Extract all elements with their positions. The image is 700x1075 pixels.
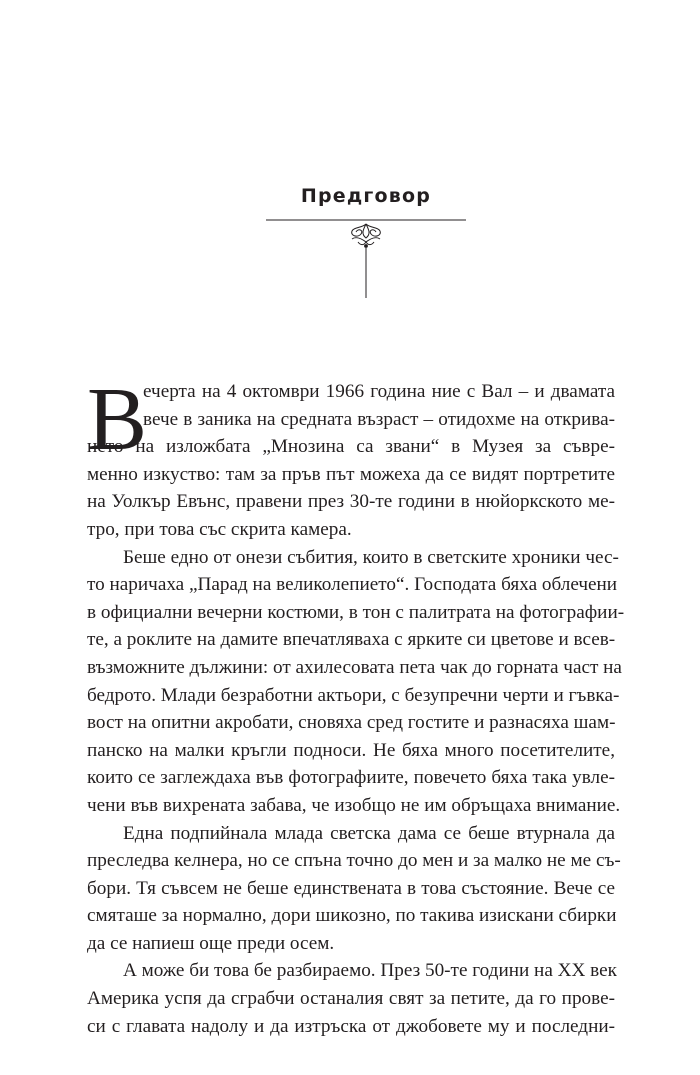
text-line: Една подпийнала млада светска дама се беше втурнала да xyxy=(123,822,615,844)
text-line: преследва келнера, но се спъна точно до мен и за малко не ме съ- xyxy=(87,850,621,872)
drop-cap: В xyxy=(87,370,148,469)
paragraph-1 xyxy=(87,370,615,544)
text-line: чени във вихрената забава, че изобщо не им обръщаха внимание. xyxy=(87,794,621,816)
flourish-ornament-icon xyxy=(266,212,466,302)
text-line: ечерта на 4 октомври 1966 година ние с Вал – и двамата xyxy=(143,381,615,402)
paragraph-3 xyxy=(87,820,621,958)
text-line: възможните дължини: от ахилесовата пета чак до горната част на xyxy=(87,656,622,678)
body-text xyxy=(87,370,625,1040)
text-line: вост на опитни акробати, сновяха сред гостите и разнасяха шам- xyxy=(87,712,616,734)
text-line: тро, при това със скрита камера. xyxy=(87,518,352,540)
paragraph-4 xyxy=(87,957,615,1040)
text-line: смяташе за нормално, дори шикозно, по такива изискани сбирки xyxy=(87,905,617,927)
chapter-title: Предговор xyxy=(300,185,432,207)
text-line: панско на малки кръгли подноси. Не бяха много посетителите, xyxy=(87,739,615,761)
text-line: бедрото. Млади безработни актьори, с безупречни черти и гъвка- xyxy=(87,684,620,706)
text-line: Беше едно от онези събития, които в светските хроники чес- xyxy=(123,546,619,568)
text-line: нето на изложбата „Мнозина са звани“ в Музея за съвре- xyxy=(87,436,615,458)
text-line: менно изкуство: там за пръв път можеха да се видят портретите xyxy=(87,463,615,485)
text-line: те, а роклите на дамите впечатляваха с ярките си цветове и всев- xyxy=(87,629,616,651)
text-line: които се заглеждаха във фотографиите, повечето бяха така увле- xyxy=(87,767,615,789)
text-line: вече в заника на средната възраст – отидохме на открива- xyxy=(143,408,615,430)
paragraph-2 xyxy=(87,544,625,820)
text-line: бори. Тя съвсем не беше единствената в това състояние. Вече се xyxy=(87,877,615,899)
text-line: да се напиеш още преди осем. xyxy=(87,932,335,954)
text-line: А може би това бе разбираемо. През 50-те години на XX век xyxy=(123,960,617,982)
text-line: на Уолкър Евънс, правени през 30-те години в нюйоркското ме- xyxy=(87,491,615,513)
text-line: то наричаха „Парад на великолепието“. Господата бяха облечени xyxy=(87,574,618,596)
text-line: в официални вечерни костюми, в тон с палитрата на фотографии- xyxy=(87,601,625,623)
text-line: Америка успя да сграбчи останалия свят за петите, да го прове- xyxy=(87,988,615,1010)
text-line: си с главата надолу и да изтръска от джобовете му и последни- xyxy=(87,1015,615,1037)
